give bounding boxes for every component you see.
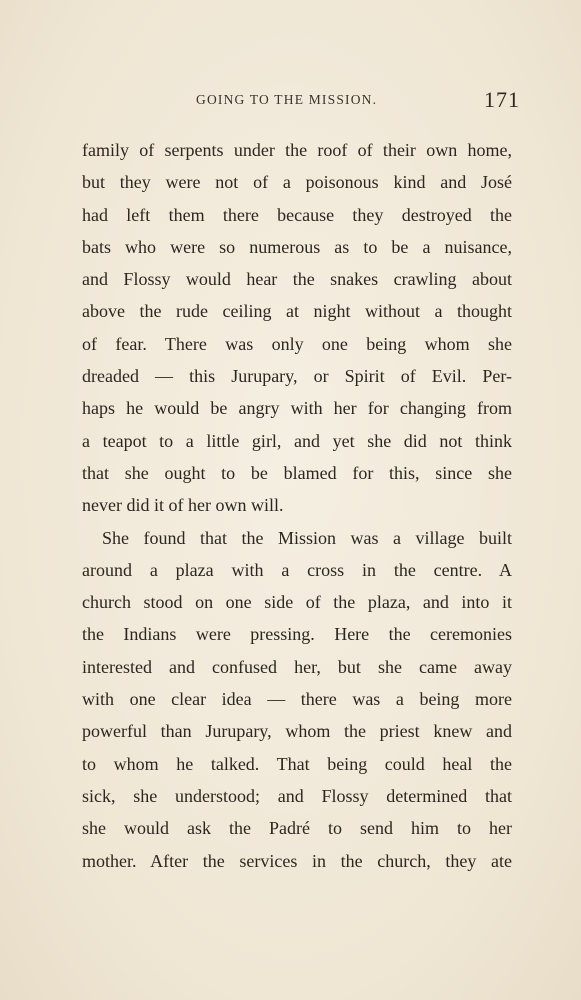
text-line: and Flossy would hear the snakes crawling about [82,269,512,290]
text-line: a teapot to a little girl, and yet she did not think [82,430,512,451]
text-line: bats who were so numerous as to be a nuisance, [82,236,512,257]
text-line: but they were not of a poisonous kind and José [82,172,512,193]
text-line: to whom he talked. That being could heal the [82,753,512,774]
text-line: above the rude ceiling at night without a thought [82,301,512,322]
text-line: interested and confused her, but she came away [82,656,512,677]
text-line: of fear. There was only one being whom she [82,333,512,354]
text-line: she would ask the Padré to send him to her [82,818,512,839]
text-line: around a plaza with a cross in the centre. A [82,559,512,580]
text-line: haps he would be angry with her for changing from [82,398,512,419]
text-line: powerful than Jurupary, whom the priest knew and [82,721,512,742]
running-head [0,89,581,113]
text-line: had left them there because they destroyed the [82,204,512,225]
body-text [82,134,512,877]
running-title: GOING TO THE MISSION. [196,92,378,107]
page-number: 171 [484,87,520,112]
text-line: the Indians were pressing. Here the ceremonies [82,624,512,645]
text-line: that she ought to be blamed for this, since she [82,462,512,483]
text-line: church stood on one side of the plaza, and into it [82,592,512,613]
text-line: sick, she understood; and Flossy determined that [82,785,512,806]
text-line: dreaded — this Jurupary, or Spirit of Evil. Per- [82,366,512,387]
paragraph-end-line: never did it of her own will. [82,495,284,516]
text-line: mother. After the services in the church, they ate [82,850,512,871]
text-line: family of serpents under the roof of their own home, [82,140,512,160]
text-line: with one clear idea — there was a being more [82,689,512,710]
paragraph-start-line: She found that the Mission was a village built [102,527,512,548]
